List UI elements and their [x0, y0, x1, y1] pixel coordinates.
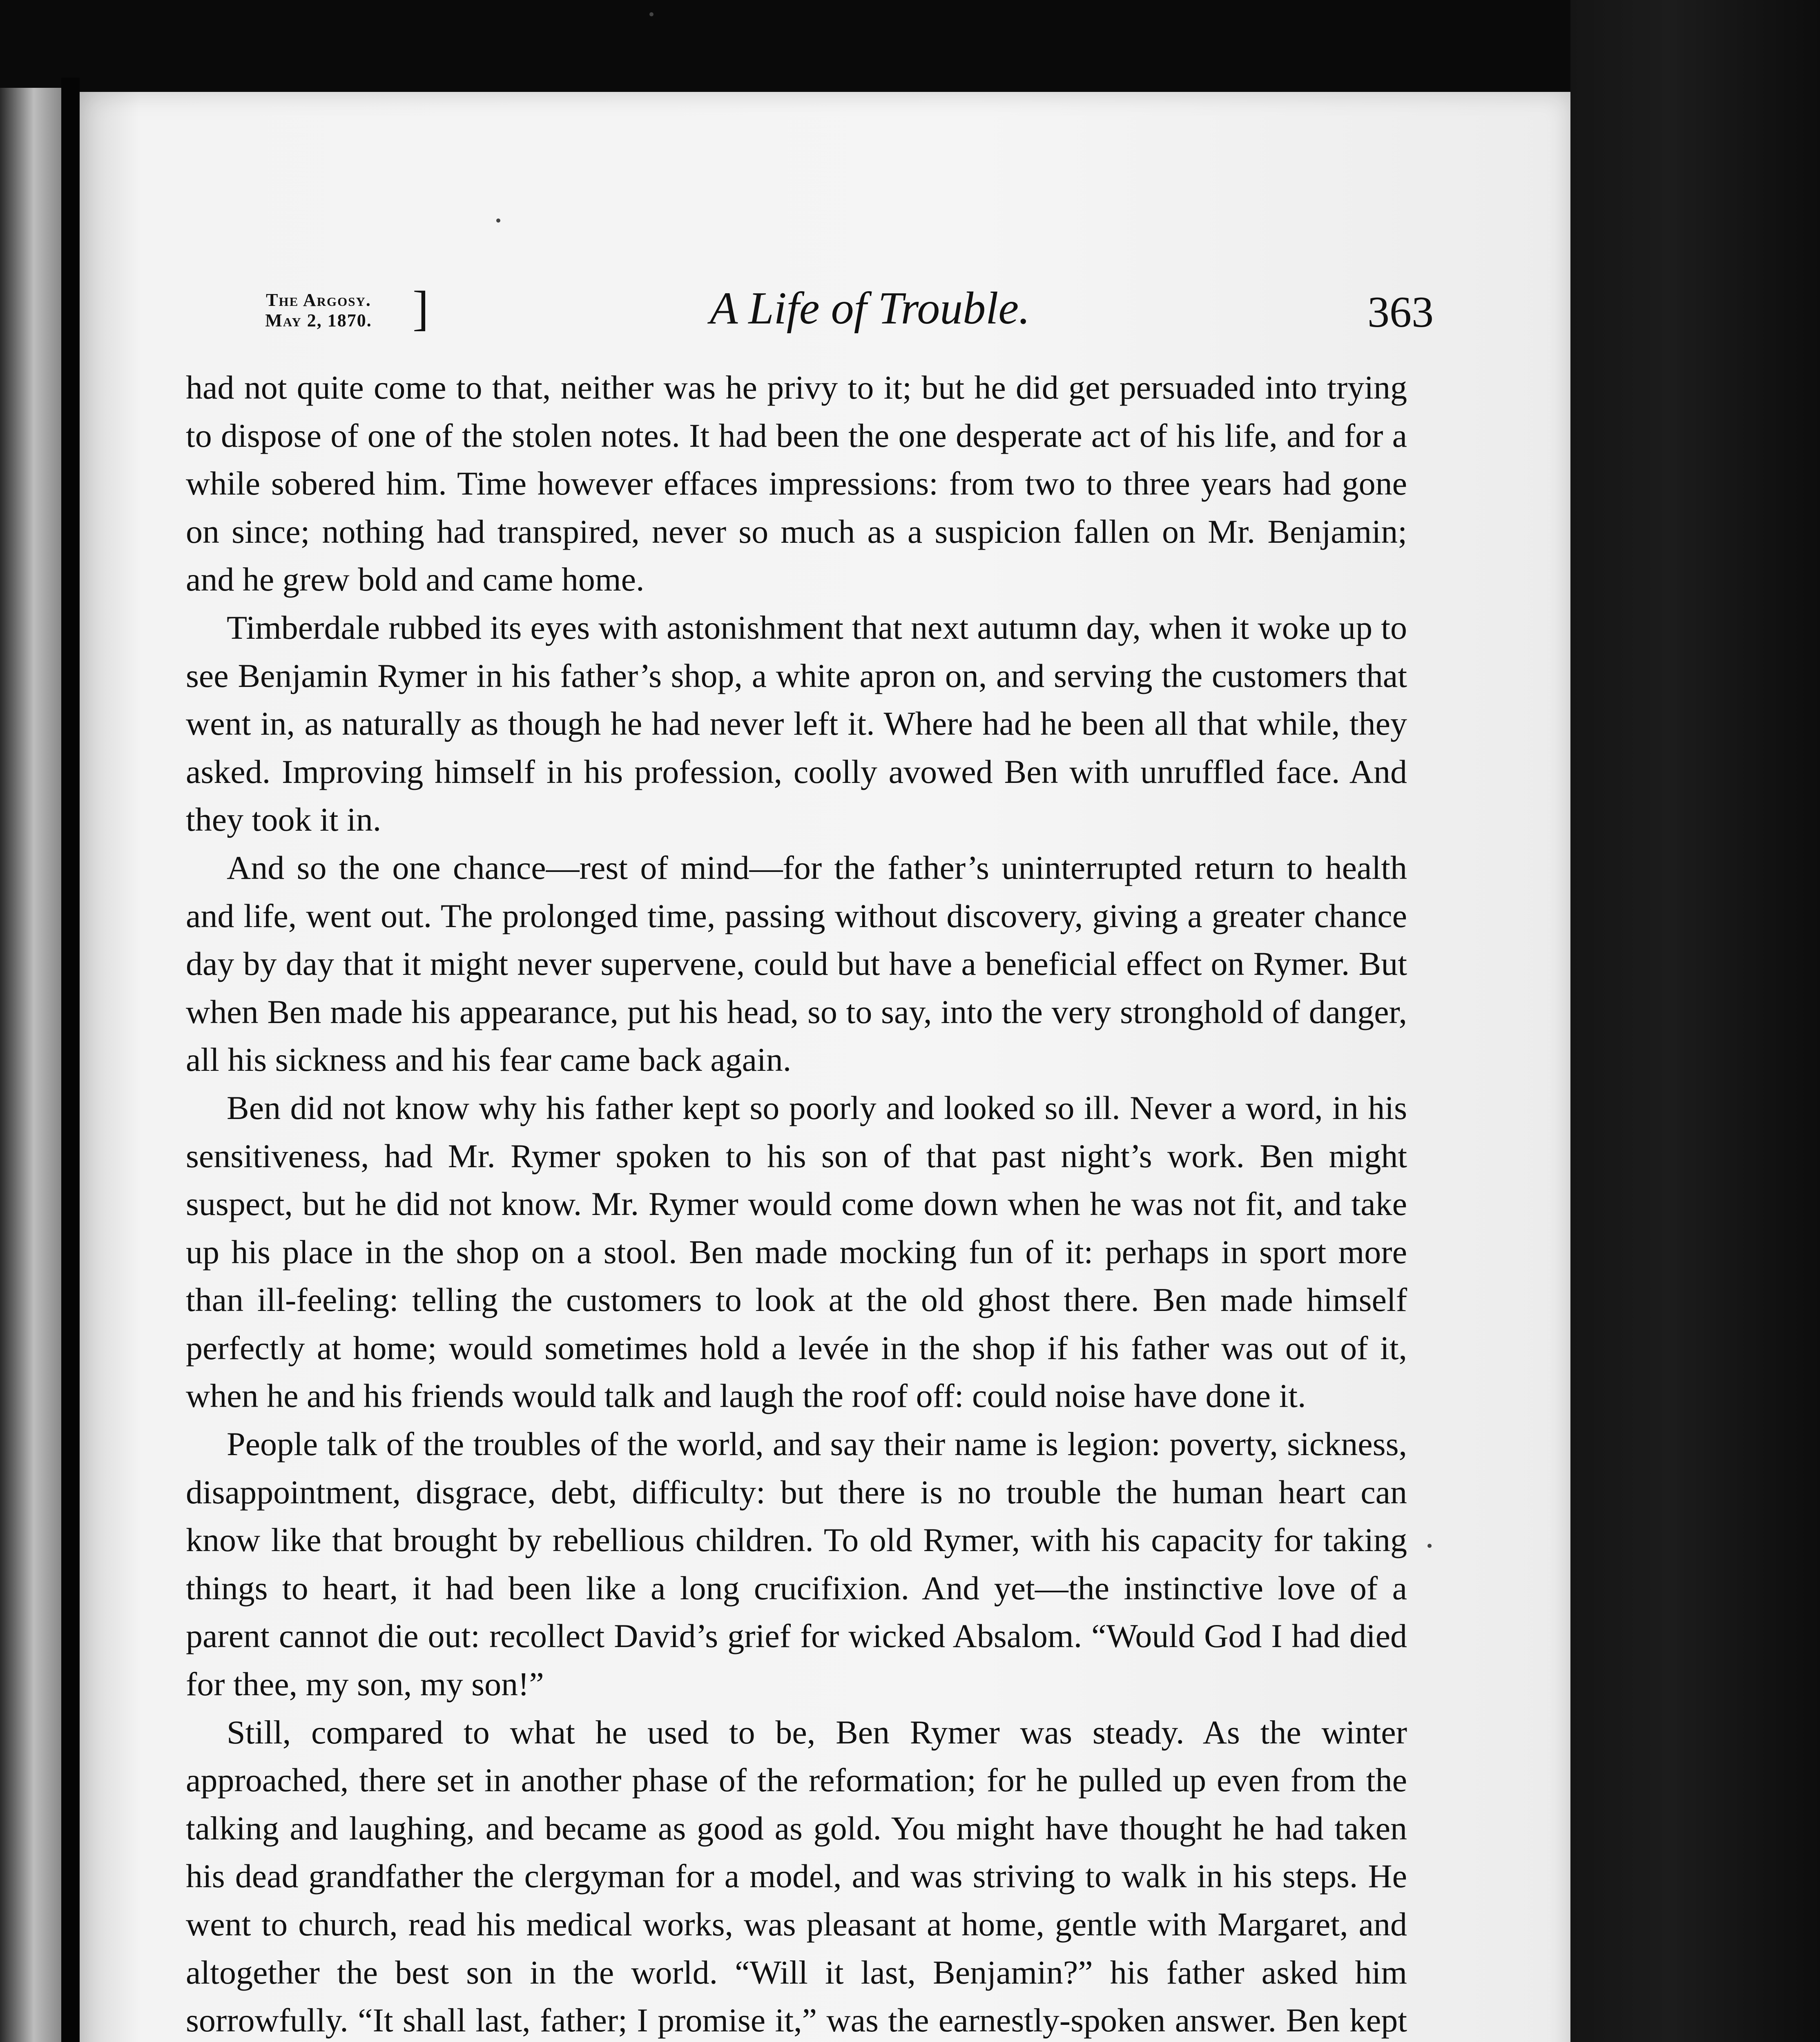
scan-speck: [1427, 1544, 1432, 1548]
paragraph: And so the one chance—rest of mind—for the father’s uninterrupted return to health and life, went out. The prolonged time, passing without discovery, giving a greater chance day by day that it might never supervene, could but have a beneficial effect on Rymer. But when Ben made his appearance, put his head, so to say, into the very stronghold of danger, all his sickness and his fear came back again.: [186, 849, 1407, 1079]
body-text: [186, 363, 1407, 2042]
citation-bracket: ]: [413, 281, 429, 335]
facing-page-edge: [0, 88, 61, 2042]
paragraph: Ben did not know why his father kept so poorly and looked so ill. Never a word, in his sensitiveness, had Mr. Rymer spoken to his son of that past night’s work. Ben might suspect, but he did not know. Mr. Rymer would come down when he was not fit, and take up his place in the shop on a stool. Ben made mocking fun of it: perhaps in sport more than ill-feeling: telling the customers to look at the old ghost there. Ben made himself perfectly at home; would sometimes hold a levée in the shop if his father was out of it, when he and his friends would talk and laugh the roof off: could noise have done it.: [186, 1089, 1407, 1415]
book-gutter: [61, 78, 80, 2042]
paragraph: Timberdale rubbed its eyes with astonishment that next autumn day, when it woke up to see Benjamin Rymer in his father’s shop, a white apron on, and serving the customers that went in, as naturally as though he had never left it. Where had he been all that while, they asked. Improving himself in his profession, coolly avowed Ben with unruffled face. And they took it in.: [186, 609, 1407, 838]
journal-name: The Argosy.: [266, 290, 371, 310]
paragraph: had not quite come to that, neither was he privy to it; but he did get persuaded into trying to dispose of one of the stolen notes. It had been the one desperate act of his life, and for a while sobered him. Time however effaces impressions: from two to three years had gone on since; nothing had transpired, never so much as a suspicion fallen on Mr. Benjamin; and he grew bold and came home.: [186, 369, 1407, 598]
dark-background: [1570, 0, 1820, 2042]
journal-date: May 2, 1870.: [265, 310, 372, 330]
scan-speck: [649, 12, 654, 16]
scan-speck: [496, 218, 500, 223]
page-header: [147, 200, 1434, 337]
running-title: A Life of Trouble.: [709, 283, 1030, 334]
journal-citation: [225, 290, 413, 331]
paragraph: Still, compared to what he used to be, Ben Rymer was steady. As the winter approached, there set in another phase of the reformation; for he pulled up even from the talking and laughing, and became as good as gold. You might have thought he had taken his dead grandfather the clergyman for a model, and was striving to walk in his steps. He went to church, read his medical works, was pleasant at home, gentle with Margaret, and altogether the best son in the world. “Will it last, Benjamin?” his father asked him sorrowfully. “It shall last, father; I promise it,” was the earnestly-spoken answer. Ben kept: [186, 1713, 1407, 2039]
page-number: 363: [1367, 288, 1434, 337]
paragraph: People talk of the troubles of the world, and say their name is legion: poverty, sickness, disappointment, disgrace, debt, difficulty: but there is no trouble the human heart can know like that brought by rebellious children. To old Rymer, with his capacity for taking things to heart, it had been like a long crucifixion. And yet—the instinctive love of a parent cannot die out: recollect David’s grief for wicked Absalom. “Would God I had died for thee, my son, my son!”: [186, 1425, 1407, 1703]
